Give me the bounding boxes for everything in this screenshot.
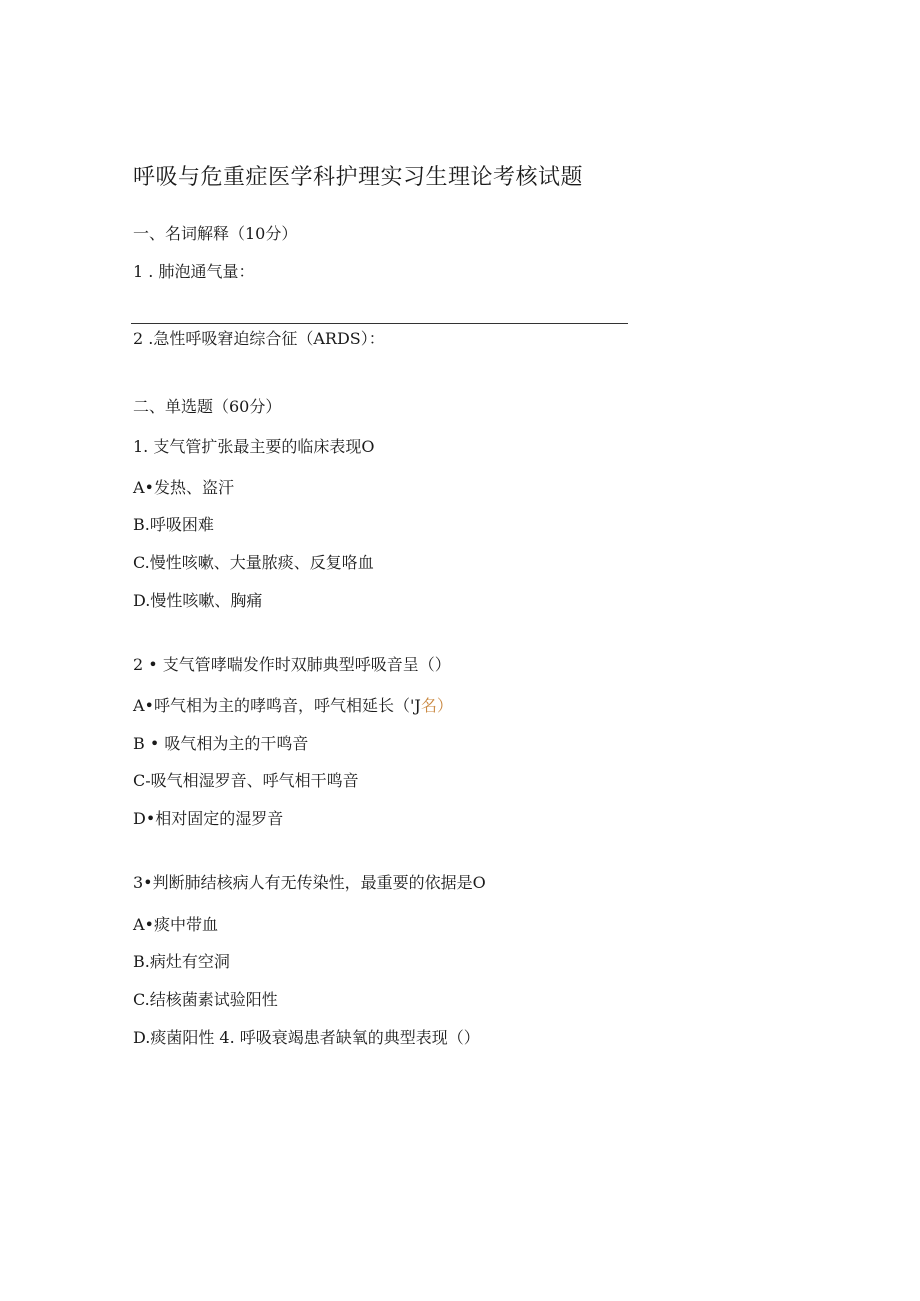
mcq-3-stem: 3•判断肺结核病人有无传染性，最重要的依据是O [133, 873, 486, 892]
mcq-2-option-b: B • 吸气相为主的干鸣音 [133, 734, 309, 753]
mcq-2-option-a-text: A•呼气相为主的哮鸣音，呼气相延长（'J [133, 696, 421, 715]
mcq-2-option-a [133, 696, 453, 716]
mcq-1-stem: 1. 支气管扩张最主要的临床表现O [133, 437, 375, 456]
mcq-3-option-b: B.病灶有空洞 [133, 952, 230, 971]
answer-line [131, 323, 628, 324]
mcq-3-option-c: C.结核菌素试验阳性 [133, 990, 278, 1009]
mcq-1-option-b: B.呼吸困难 [133, 515, 214, 534]
document-title: 呼吸与危重症医学科护理实习生理论考核试题 [133, 165, 584, 190]
mcq-2-stem: 2 • 支气管哮喘发作时双肺典型呼吸音呈（） [133, 655, 451, 674]
mcq-1-option-c: C.慢性咳嗽、大量脓痰、反复咯血 [133, 553, 374, 572]
mcq-2-option-d: D•相对固定的湿罗音 [133, 809, 284, 828]
mcq-3-option-a: A•痰中带血 [133, 915, 218, 934]
section-1-heading: 一、名词解释（10分） [133, 224, 298, 243]
mcq-1-option-d: D.慢性咳嗽、胸痛 [133, 591, 263, 610]
mcq-2-option-c: C-吸气相湿罗音、呼气相干鸣音 [133, 771, 359, 790]
definition-question-2: 2 .急性呼吸窘迫综合征（ARDS）： [133, 329, 385, 348]
section-2-heading: 二、单选题（60分） [133, 397, 282, 416]
mcq-2-option-a-annotation: 名） [420, 696, 453, 715]
mcq-3-option-d: D.痰菌阳性 4. 呼吸衰竭患者缺氧的典型表现（） [133, 1028, 480, 1047]
mcq-1-option-a: A•发热、盗汗 [133, 478, 234, 497]
definition-question-1: 1 . 肺泡通气量： [133, 262, 255, 281]
